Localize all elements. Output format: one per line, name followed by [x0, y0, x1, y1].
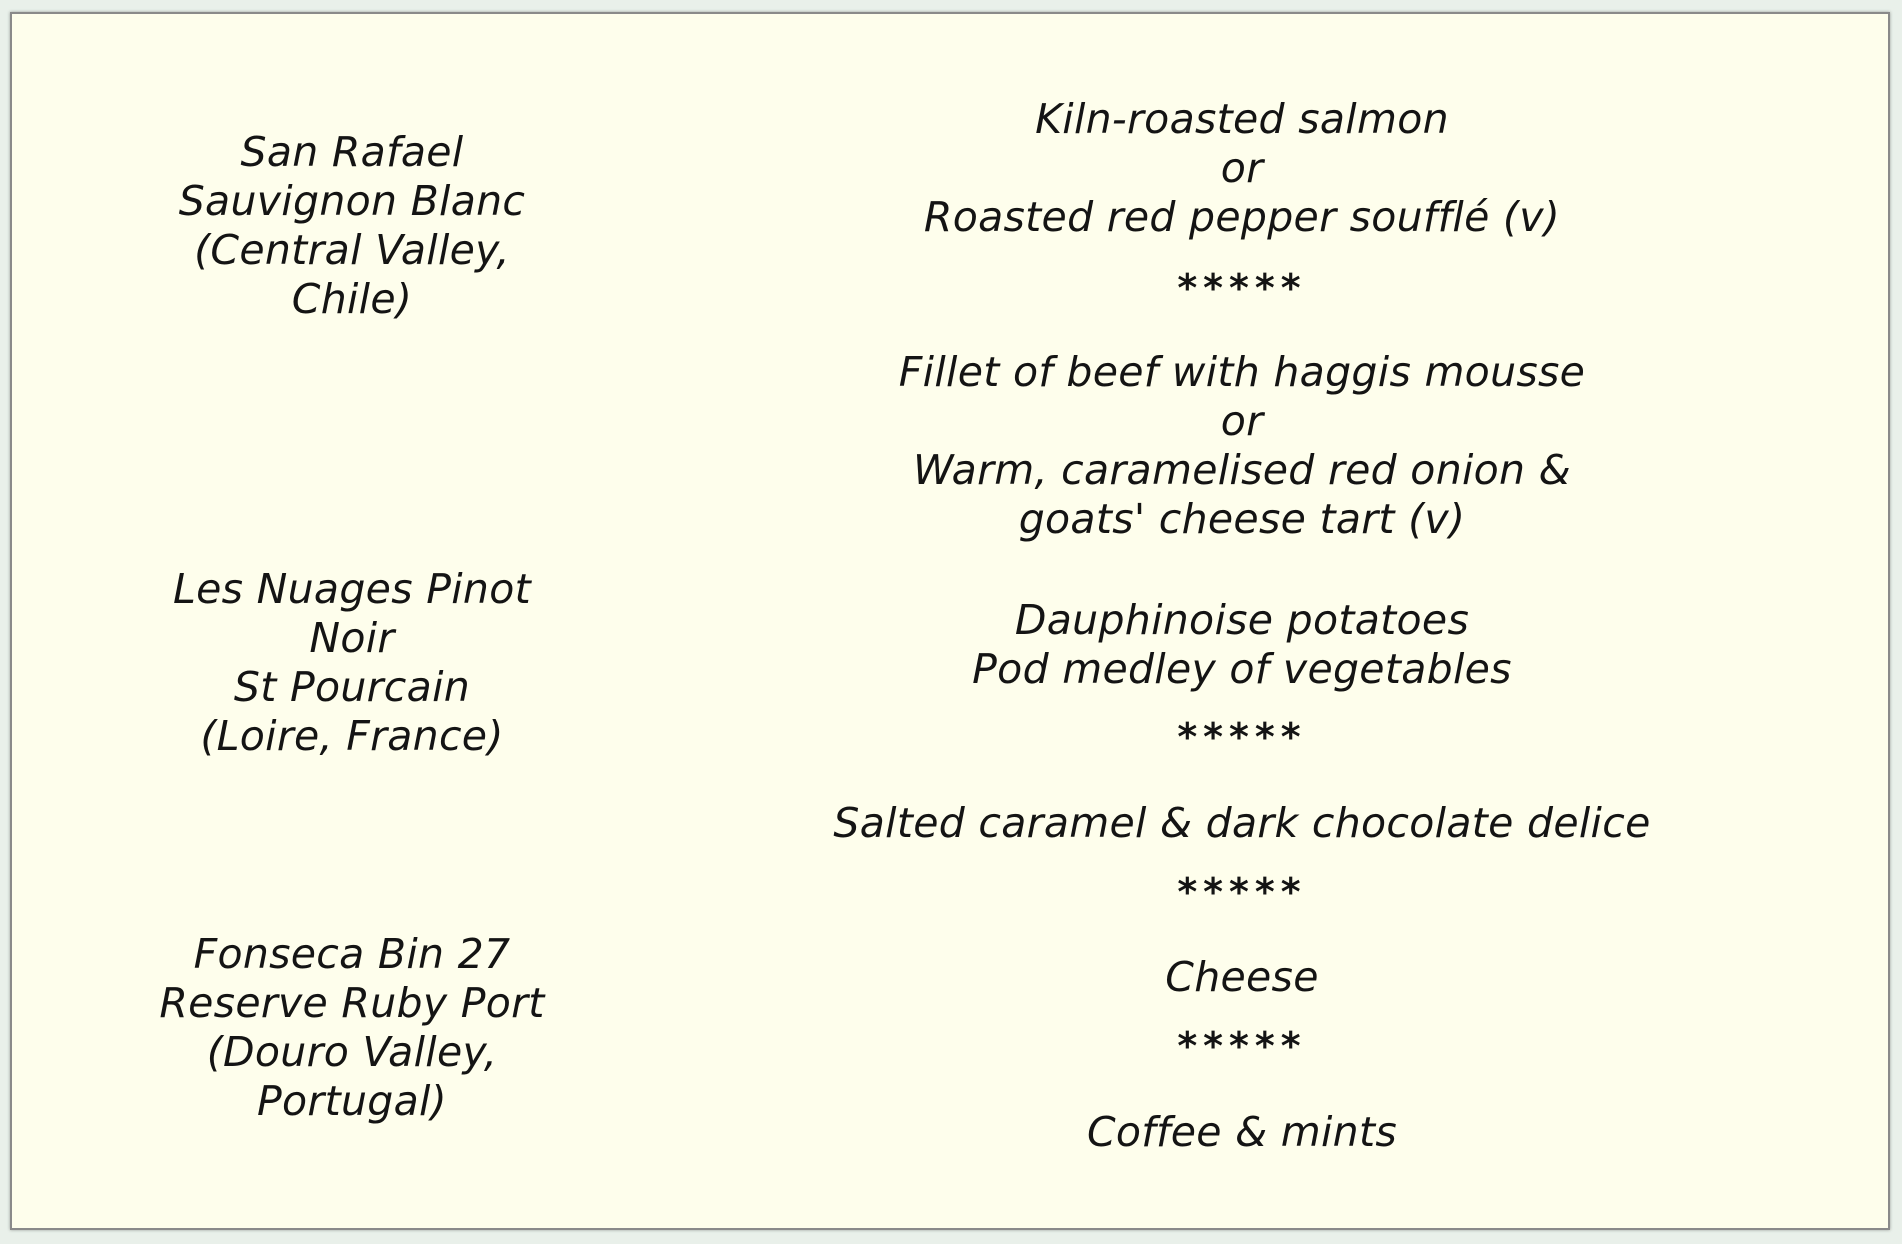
wine-2-line-1: Les Nuages Pinot: [173, 565, 531, 613]
main-line-3: Warm, caramelised red onion &: [913, 446, 1571, 494]
starter-line-3: Roasted red pepper soufflé (v): [923, 193, 1561, 241]
main-line-1: Fillet of beef with haggis mousse: [898, 348, 1586, 396]
wine-3: [132, 930, 572, 1126]
separator-2: *****: [1177, 715, 1307, 759]
wine-1-line-2: Sauvignon Blanc: [178, 177, 526, 225]
coffee: Coffee & mints: [1086, 1108, 1398, 1156]
sides-line-1: Dauphinoise potatoes: [1014, 596, 1470, 644]
wine-3-line-2: Reserve Ruby Port: [159, 979, 545, 1027]
main-line-4: goats' cheese tart (v): [1018, 495, 1466, 543]
menu-column: [712, 14, 1772, 1228]
cheese: Cheese: [1165, 953, 1319, 1001]
wine-1-line-3: (Central Valley,: [194, 226, 510, 274]
wine-2-line-3: St Pourcain: [233, 663, 471, 711]
wine-3-line-4: Portugal): [257, 1077, 447, 1125]
wine-1-line-1: San Rafael: [240, 128, 464, 176]
dessert: Salted caramel & dark chocolate delice: [833, 799, 1651, 847]
wine-1: [132, 128, 572, 324]
wine-3-line-3: (Douro Valley,: [206, 1028, 498, 1076]
main-line-2: or: [1220, 397, 1264, 445]
wine-1-line-4: Chile): [291, 275, 413, 323]
starter-line-1: Kiln-roasted salmon: [1035, 95, 1449, 143]
wine-2-line-2: Noir: [309, 614, 395, 662]
wine-2-line-4: (Loire, France): [200, 712, 504, 760]
menu-card: [10, 12, 1890, 1230]
wine-2: [132, 565, 572, 761]
separator-1: *****: [1177, 266, 1307, 310]
separator-3: *****: [1177, 870, 1307, 914]
sides-line-2: Pod medley of vegetables: [972, 645, 1512, 693]
starter-line-2: or: [1220, 144, 1264, 192]
separator-4: *****: [1177, 1024, 1307, 1068]
wine-3-line-1: Fonseca Bin 27: [193, 930, 511, 978]
